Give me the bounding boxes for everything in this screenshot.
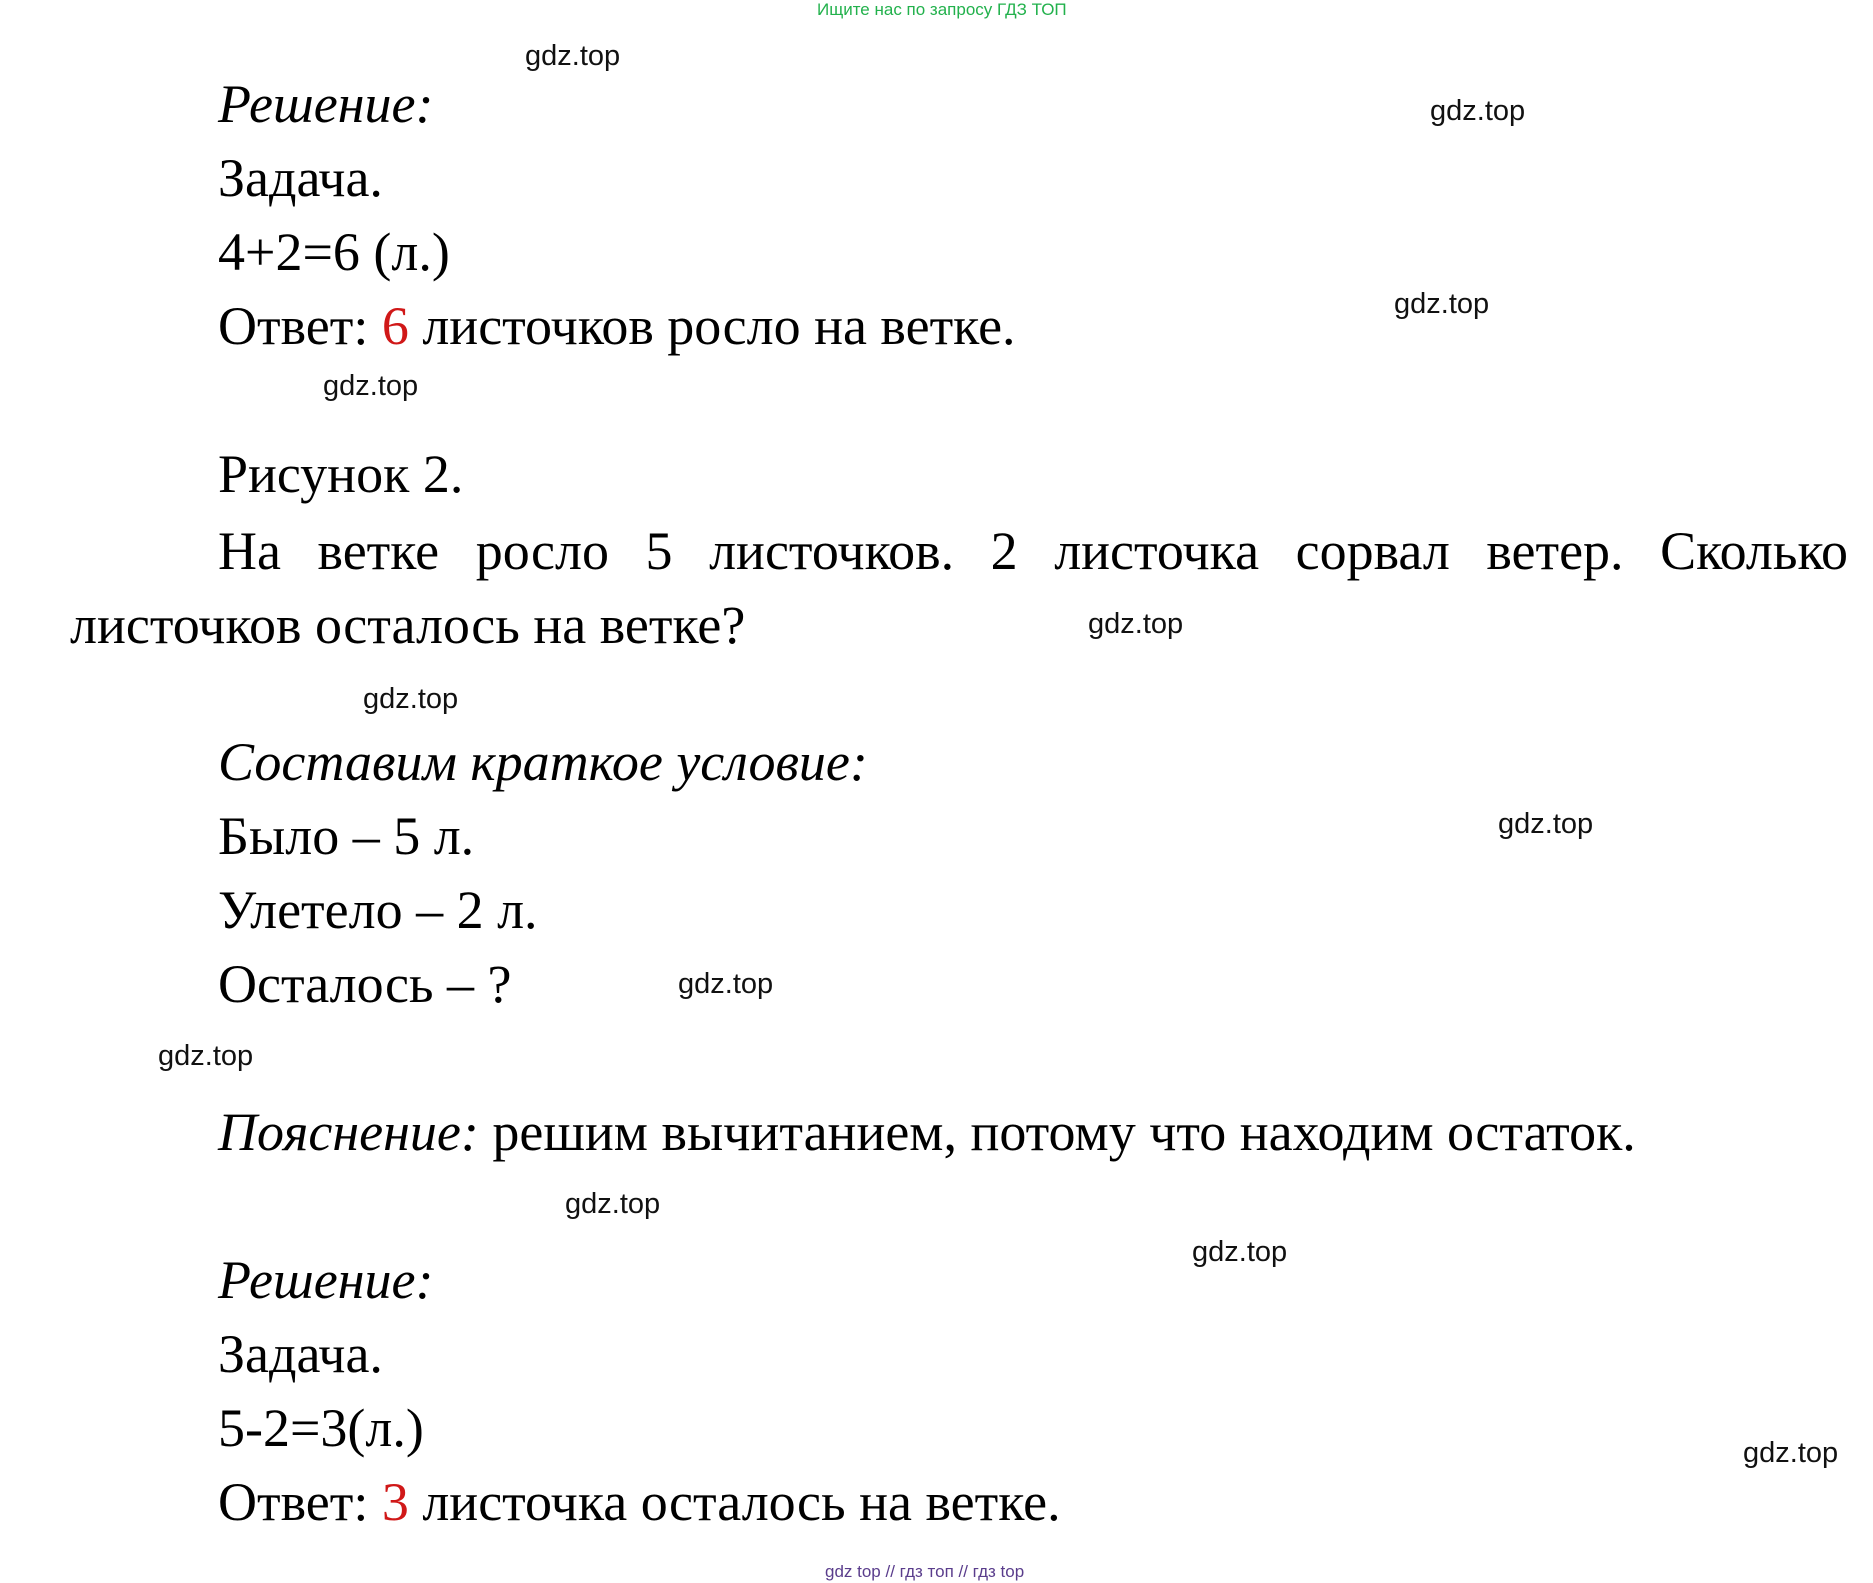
problem-text: На ветке росло 5 листочков. 2 листочка сорвал ветер. Сколько листочков осталось на ветке?: [70, 521, 1848, 655]
watermark: gdz.top: [323, 370, 419, 402]
answer-line-2: [218, 1472, 1061, 1532]
watermark: gdz.top: [363, 683, 459, 715]
solution-heading-2: Решение:: [218, 1250, 434, 1310]
answer-value-2: 3: [381, 1472, 409, 1532]
answer-line-1: [218, 296, 1016, 356]
top-banner: Ищите нас по запросу ГДЗ ТОП: [817, 0, 1067, 19]
watermark: gdz.top: [1498, 808, 1594, 840]
watermark: gdz.top: [1430, 95, 1526, 127]
watermark: gdz.top: [1394, 288, 1490, 320]
equation-1: 4+2=6 (л.): [218, 222, 450, 282]
explanation-line: [218, 1102, 1636, 1162]
watermark: gdz.top: [678, 968, 774, 1000]
watermark: gdz.top: [158, 1040, 254, 1072]
figure-title: Рисунок 2.: [218, 444, 464, 504]
condition-line-3: Осталось – ?: [218, 954, 512, 1014]
solution-heading-1: Решение:: [218, 74, 434, 134]
condition-heading: Составим краткое условие:: [218, 732, 868, 792]
task-label-1: Задача.: [218, 148, 383, 208]
task-label-2: Задача.: [218, 1324, 383, 1384]
answer-text-2: листочка осталось на ветке.: [422, 1472, 1061, 1532]
answer-text-1: листочков росло на ветке.: [422, 296, 1016, 356]
answer-label-2: Ответ:: [218, 1472, 369, 1532]
watermark: gdz.top: [525, 40, 621, 72]
footer-links: gdz top // гдз топ // гдз top: [825, 1562, 1025, 1581]
watermark: gdz.top: [1088, 608, 1184, 640]
explanation-label: Пояснение:: [218, 1102, 479, 1162]
watermark: gdz.top: [1743, 1437, 1839, 1469]
condition-line-2: Улетело – 2 л.: [218, 880, 538, 940]
condition-line-1: Было – 5 л.: [218, 806, 475, 866]
answer-value-1: 6: [381, 296, 409, 356]
answer-label-1: Ответ:: [218, 296, 369, 356]
equation-2: 5-2=3(л.): [218, 1398, 424, 1458]
watermark: gdz.top: [565, 1188, 661, 1220]
explanation-text: решим вычитанием, потому что находим остаток.: [492, 1102, 1636, 1162]
watermark: gdz.top: [1192, 1236, 1288, 1268]
